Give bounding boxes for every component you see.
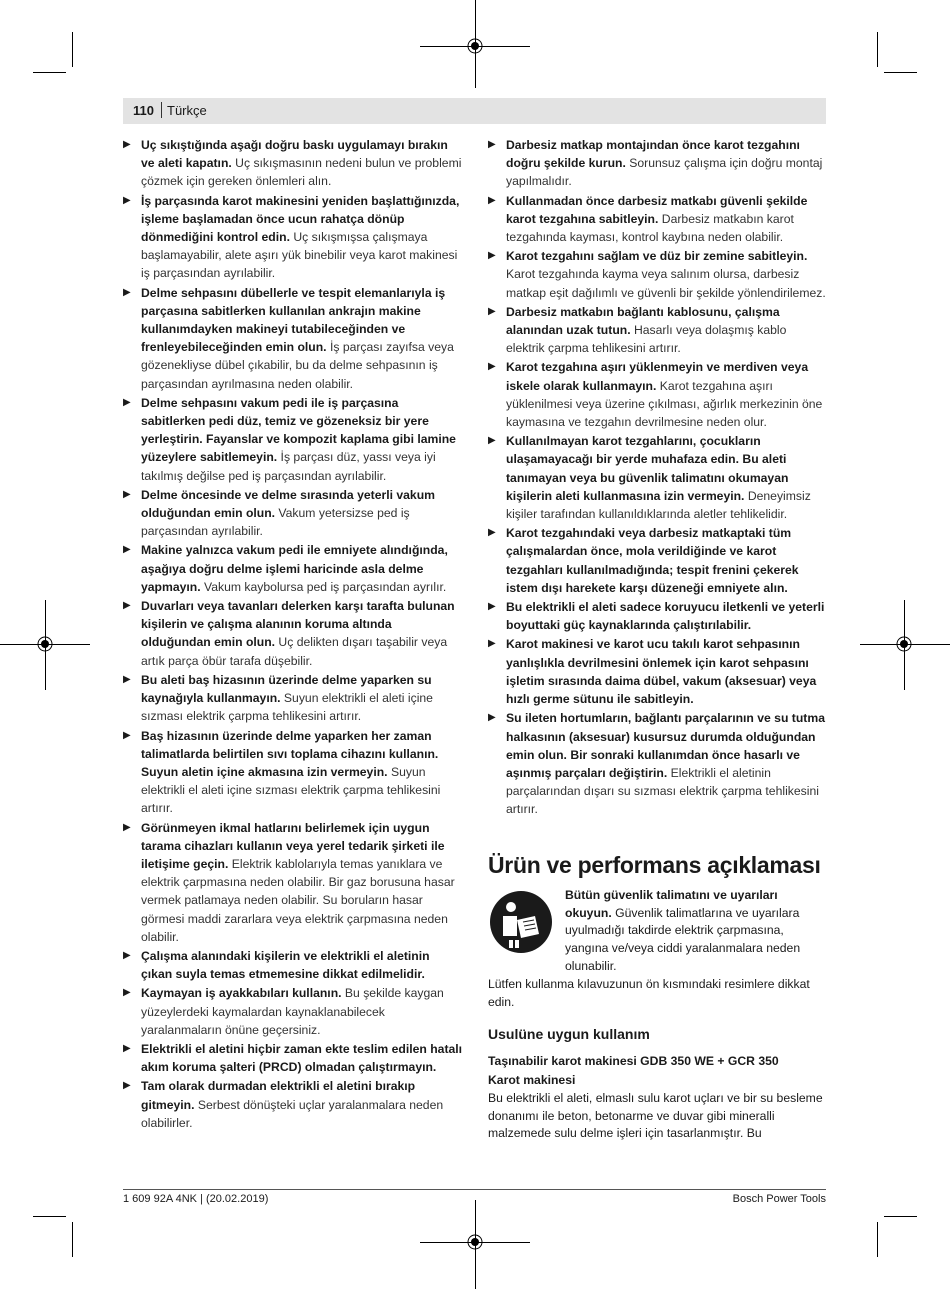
product-title: Taşınabilir karot makinesi GDB 350 WE + GCR 350 bbox=[488, 1054, 779, 1068]
item-bold-text: Darbesiz matkabın bağlantı kablosunu, çalışma alanından uzak tutun. bbox=[506, 304, 780, 338]
list-item bbox=[123, 192, 463, 283]
crop-mark bbox=[884, 1216, 917, 1217]
item-bold-text: Delme sehpasını dübellerle ve tespit elemanlarıyla iş parçasına sabitlerken kullanılan ankrajın makine kullanımdayken makineyi tutabileceğinden ve frenleyebileceğinden emin olun. bbox=[141, 285, 446, 355]
right-column bbox=[488, 136, 828, 820]
bullet-arrow-icon: ▶ bbox=[123, 1080, 131, 1092]
footer-doc-number: 1 609 92A 4NK | (20.02.2019) bbox=[123, 1193, 269, 1205]
list-item bbox=[123, 984, 463, 1039]
page-number: 110 bbox=[133, 103, 154, 118]
bullet-arrow-icon: ▶ bbox=[123, 396, 131, 408]
bullet-arrow-icon: ▶ bbox=[488, 305, 496, 317]
product-subtitle: Karot makinesi bbox=[488, 1073, 576, 1087]
list-item bbox=[123, 394, 463, 485]
item-normal-text: Uç sıkışmasının nedeni bulun ve problemi çözmek için gereken önlemleri alın. bbox=[141, 156, 462, 189]
bullet-arrow-icon: ▶ bbox=[488, 527, 496, 539]
item-bold-text: Makine yalnızca vakum pedi ile emniyete alındığında, aşağıya doğru delme işlemi haricinde asla delme yapmayın. bbox=[141, 543, 448, 594]
subsection-title: Usulüne uygun kullanım bbox=[488, 1026, 650, 1042]
item-normal-text: Darbesiz matkabın karot tezgahında kayması, kontrol kaybına neden olabilir. bbox=[506, 211, 794, 245]
header-separator bbox=[161, 102, 162, 118]
list-item bbox=[488, 432, 828, 523]
item-normal-text: Sorunsuz çalışma için doğru montaj yapılmalıdır. bbox=[506, 156, 823, 189]
item-bold-text: Karot tezgahındaki veya darbesiz matkaptaki tüm çalışmalardan önce, mola verildiğinde ve karot tezgahları kullanılmadığında; tespit frenini çekerek istem dışı harekete karşı düzeneği emniyete alın. bbox=[506, 526, 799, 595]
item-normal-text: İş parçası zayıfsa veya gözenekliyse dübel çıkabilir, bu da delme sehpasının iş parçasından ayrılmasına neden olabilir. bbox=[141, 340, 454, 391]
item-normal-text: Karot tezgahında kayma veya salınım olursa, darbesiz matkap eşit dağılımlı ve güvenli bir şekilde yönlendirilemez. bbox=[506, 267, 826, 300]
bullet-arrow-icon: ▶ bbox=[123, 139, 131, 150]
bullet-arrow-icon: ▶ bbox=[123, 987, 131, 999]
item-normal-text: Uç delikten dışarı taşabilir veya artık parça öbür tarafa düşebilir. bbox=[141, 635, 448, 668]
item-normal-text: Vakum yetersizse ped iş parçasından ayrılabilir. bbox=[141, 506, 410, 539]
bullet-arrow-icon: ▶ bbox=[123, 729, 131, 741]
item-bold-text: Tam olarak durmadan elektrikli el aletini bırakıp gitmeyin. bbox=[141, 1079, 416, 1112]
list-item bbox=[123, 819, 463, 946]
item-bold-text: Darbesiz matkap montajından önce karot tezgahını doğru şekilde kurun. bbox=[506, 138, 800, 171]
item-bold-text: Görünmeyen ikmal hatlarını belirlemek için uygun tarama cihazları kullanın veya yerel tedarik şirketi ile iletişime geçin. bbox=[141, 820, 445, 871]
item-bold-text: Kullanmadan önce darbesiz matkabı güvenli şekilde karot tezgahına sabitleyin. bbox=[506, 193, 808, 226]
bullet-arrow-icon: ▶ bbox=[488, 712, 496, 724]
list-item bbox=[123, 541, 463, 596]
crop-mark bbox=[884, 72, 917, 73]
bullet-arrow-icon: ▶ bbox=[488, 601, 496, 613]
item-bold-text: Bu elektrikli el aleti sadece koruyucu iletkenli ve yeterli boyuttaki güç kaynaklarında çalıştırılabilir. bbox=[506, 600, 825, 633]
bullet-arrow-icon: ▶ bbox=[123, 673, 131, 685]
item-bold-text: Bu aleti baş hizasının üzerinde delme yaparken su kaynağıyla kullanmayın. bbox=[141, 672, 432, 706]
read-manual-icon bbox=[489, 890, 553, 954]
item-bold-text: Çalışma alanındaki kişilerin ve elektrikli el aletinin çıkan suyla temas etmemesine dikkat edilmelidir. bbox=[141, 948, 430, 982]
item-bold-text: Karot tezgahını sağlam ve düz bir zemine sabitleyin. bbox=[506, 249, 808, 264]
bullet-arrow-icon: ▶ bbox=[488, 435, 496, 447]
list-item bbox=[123, 486, 463, 541]
list-item bbox=[123, 597, 463, 670]
list-item bbox=[488, 524, 828, 597]
item-normal-text: Elektrik kablolarıyla temas yanıklara ve elektrik çarpmasına neden olabilir. Bir gaz borusuna hasar vermek patlamaya neden olabilir. Su boruların hasar görmesi maddi zararlara veya elektrik çarpmasına neden olabilir. bbox=[141, 856, 455, 944]
registration-mark-icon bbox=[36, 635, 54, 653]
intro-text: Lütfen kullanma kılavuzunun ön kısmındaki resimlere dikkat edin. bbox=[488, 977, 810, 1009]
crop-mark bbox=[877, 32, 878, 67]
list-item bbox=[488, 358, 828, 431]
list-item bbox=[488, 709, 828, 818]
item-bold-text: Delme sehpasını vakum pedi ile iş parçasına sabitlerken pedi düz, temiz ve gözeneksiz bir yere yerleştirin. Fayanslar ve kompozit kaplama gibi lamine yüzeylere sabitlemeyin. bbox=[141, 395, 456, 465]
item-normal-text: İş parçası düz, yassı veya iyi takılmış değilse ped iş parçasından ayrılabilir. bbox=[141, 450, 436, 483]
bullet-arrow-icon: ▶ bbox=[123, 488, 131, 500]
warning-normal: Güvenlik talimatlarına ve uyarılara uyulmadığı takdirde elektrik çarpmasına, yangına ve/veya ciddi yaralanmalara neden olunabilir. bbox=[565, 905, 801, 973]
bullet-arrow-icon: ▶ bbox=[123, 821, 131, 833]
item-bold-text: Baş hizasının üzerinde delme yaparken her zaman talimatlarda belirtilen sıvı toplama cihazını kullanın. Suyun aletin içine akmasına izin vermeyin. bbox=[141, 728, 439, 779]
crop-mark bbox=[33, 72, 66, 73]
list-item bbox=[488, 303, 828, 358]
list-item bbox=[123, 136, 463, 191]
list-item bbox=[488, 192, 828, 247]
registration-mark-icon bbox=[895, 635, 913, 653]
item-bold-text: Su ileten hortumların, bağlantı parçalarının ve su tutma halkasının (aksesuar) kusursuz durumda olduğundan emin olun. Bir sonraki kullanımdan önce hasarlı ve aşınmış parçaları değiştirin. bbox=[506, 711, 825, 780]
item-normal-text: Karot tezgahına aşırı yüklenilmesi veya üzerine çıkılması, ağırlık merkezinin öne kaymasına ve tezgahın devrilmesine neden olur. bbox=[506, 378, 823, 430]
bullet-arrow-icon: ▶ bbox=[123, 286, 131, 298]
bullet-arrow-icon: ▶ bbox=[123, 544, 131, 556]
footer-divider bbox=[123, 1189, 826, 1190]
item-normal-text: Bu şekilde kaygan yüzeylerdeki kaymalardan kaynaklanabilecek yaralanmaların önüne geçersiniz. bbox=[141, 986, 444, 1037]
registration-mark-icon bbox=[466, 1233, 484, 1251]
bullet-arrow-icon: ▶ bbox=[123, 1042, 131, 1054]
crop-mark bbox=[72, 1222, 73, 1257]
footer-brand: Bosch Power Tools bbox=[732, 1193, 826, 1205]
bullet-arrow-icon: ▶ bbox=[488, 139, 496, 150]
item-bold-text: Karot makinesi ve karot ucu takılı karot sehpasının yanlışlıkla devrilmesini önlemek için karot sehpasını işletim sırasında daima dübel, vakum (aksesuar) veya hızlı germe sütunu ile sabitleyin. bbox=[506, 637, 817, 707]
list-item bbox=[488, 136, 828, 191]
section-title: Ürün ve performans açıklaması bbox=[488, 852, 821, 878]
item-bold-text: Kaymayan iş ayakkabıları kullanın. bbox=[141, 986, 342, 1001]
item-normal-text: Hasarlı veya dolaşmış kablo elektrik çarpma tehlikesini artırır. bbox=[506, 323, 787, 356]
list-item bbox=[123, 727, 463, 818]
product-text: Bu elektrikli el aleti, elmaslı sulu karot uçları ve bir su besleme donanımı ile beton, betonarme ve duvar gibi mineralli malzemede sulu delme işleri için tasarlanmıştır. Bu bbox=[488, 1091, 823, 1141]
bullet-arrow-icon: ▶ bbox=[123, 949, 131, 961]
bullet-arrow-icon: ▶ bbox=[488, 361, 496, 373]
warning-bold: Bütün güvenlik talimatını ve uyarıları okuyun. bbox=[565, 888, 778, 920]
bullet-arrow-icon: ▶ bbox=[488, 250, 496, 262]
bullet-arrow-icon: ▶ bbox=[488, 194, 496, 206]
item-normal-text: Uç sıkışmışsa çalışmaya başlamayabilir, alete aşırı yük binebilir veya karot makinesi iş parçasından ayrılabilir. bbox=[141, 230, 458, 281]
bullet-arrow-icon: ▶ bbox=[123, 194, 131, 206]
page-header bbox=[123, 98, 826, 124]
item-normal-text: Deneyimsiz kişiler tarafından kullanıldıklarında aletler tehlikelidir. bbox=[506, 488, 811, 522]
item-normal-text: Elektrikli el aletinin parçalarından dışarı su sızması elektrik çarpma tehlikesini artırır. bbox=[506, 765, 819, 817]
left-column bbox=[123, 136, 463, 1133]
item-bold-text: İş parçasında karot makinesini yeniden başlattığınızda, işleme başlamadan önce ucun rahatça dönüp dönmediğini kontrol edin. bbox=[141, 193, 460, 245]
list-item bbox=[123, 1077, 463, 1132]
list-item bbox=[123, 284, 463, 393]
item-bold-text: Duvarları veya tavanları delerken karşı tarafta bulunan kişilerin ve çalışma alanının koruma altında olduğundan emin olun. bbox=[141, 599, 455, 650]
item-bold-text: Kullanılmayan karot tezgahlarını, çocukların ulaşamayacağı bir yerde muhafaza edin. Bu aleti tanımayan veya bu güvenlik talimatını okumayan kişilerin aleti kullanmasına izin vermeyin. bbox=[506, 434, 789, 503]
list-item bbox=[123, 947, 463, 983]
list-item bbox=[123, 671, 463, 726]
page-language: Türkçe bbox=[167, 103, 207, 118]
bullet-arrow-icon: ▶ bbox=[488, 638, 496, 650]
crop-mark bbox=[72, 32, 73, 67]
item-normal-text: Vakum kaybolursa ped iş parçasından ayrılır. bbox=[200, 579, 447, 594]
warning-text bbox=[565, 887, 827, 976]
item-normal-text: Suyun elektrikli el aleti içine sızması elektrik çarpma tehlikesini artırır. bbox=[141, 764, 441, 816]
item-normal-text: Serbest dönüşteki uçlar yaralanmalara neden olabilirler. bbox=[141, 1097, 444, 1130]
item-normal-text: Suyun elektrikli el aleti içine sızması elektrik çarpma tehlikesini artırır. bbox=[141, 691, 433, 724]
crop-mark bbox=[877, 1222, 878, 1257]
list-item bbox=[488, 598, 828, 634]
list-item bbox=[488, 247, 828, 302]
item-bold-text: Uç sıkıştığında aşağı doğru baskı uygulamayı bırakın ve aleti kapatın. bbox=[141, 138, 448, 171]
registration-mark-icon bbox=[466, 37, 484, 55]
item-bold-text: Delme öncesinde ve delme sırasında yeterli vakum olduğundan emin olun. bbox=[141, 487, 435, 521]
item-bold-text: Karot tezgahına aşırı yüklenmeyin ve merdiven veya iskele olarak kullanmayın. bbox=[506, 360, 809, 393]
item-bold-text: Elektrikli el aletini hiçbir zaman ekte teslim edilen hatalı akım koruma şalteri (PRCD) olmadan çalıştırmayın. bbox=[141, 1041, 463, 1075]
bullet-arrow-icon: ▶ bbox=[123, 600, 131, 612]
list-item bbox=[488, 635, 828, 708]
list-item bbox=[123, 1040, 463, 1076]
crop-mark bbox=[33, 1216, 66, 1217]
